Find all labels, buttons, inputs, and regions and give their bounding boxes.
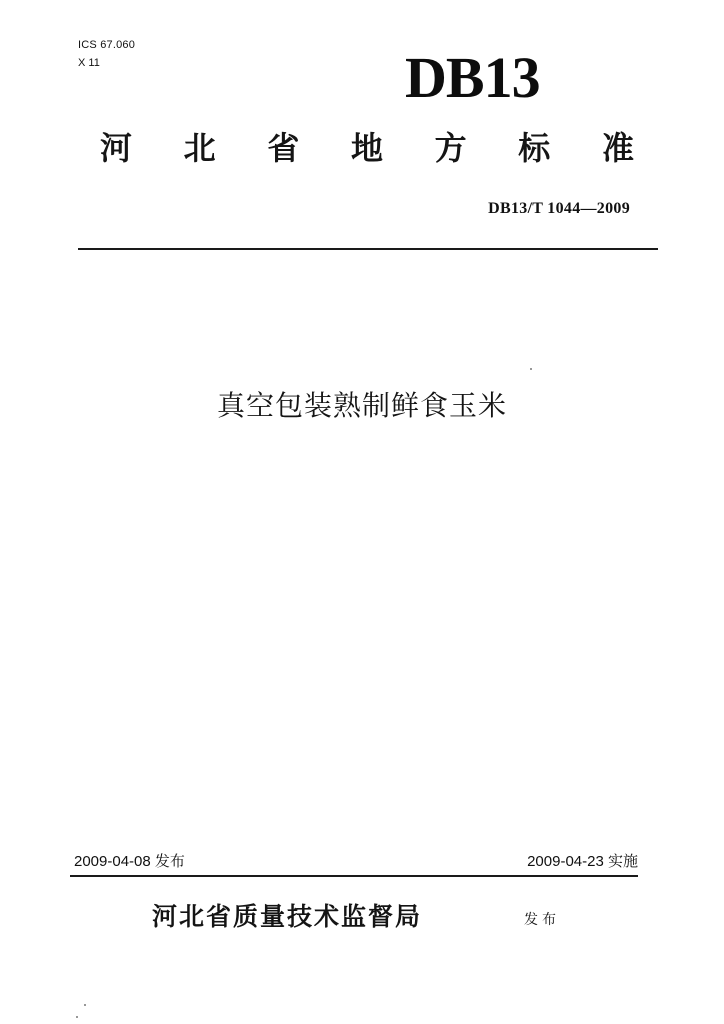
scan-speck <box>530 368 532 370</box>
footer-divider <box>70 875 638 877</box>
document-title: 真空包装熟制鲜食玉米 <box>216 389 507 422</box>
standard-type-heading <box>100 126 634 170</box>
standard-code-logo: DB13 <box>405 45 540 110</box>
standard-type-char: 河 <box>100 129 133 167</box>
scan-speck <box>76 1016 78 1018</box>
standard-type-char: 标 <box>518 129 551 167</box>
ics-code: ICS 67.060 <box>78 39 136 51</box>
header-divider <box>78 248 658 250</box>
standard-number: DB13/T 1044—2009 <box>488 200 630 217</box>
issuing-authority: 河北省质量技术监督局 <box>152 902 423 931</box>
standard-type-char: 地 <box>350 129 383 167</box>
publish-date: 2009-04-08 发布 <box>74 853 185 870</box>
standard-type-char: 方 <box>434 129 467 167</box>
implement-date: 2009-04-23 实施 <box>527 853 638 870</box>
standard-type-char: 准 <box>601 129 634 167</box>
issue-label: 发布 <box>524 912 560 928</box>
standard-type-char: 省 <box>267 129 300 167</box>
classification-code: X 11 <box>78 57 100 69</box>
standard-type-char: 北 <box>183 129 216 167</box>
scan-speck <box>84 1004 86 1006</box>
